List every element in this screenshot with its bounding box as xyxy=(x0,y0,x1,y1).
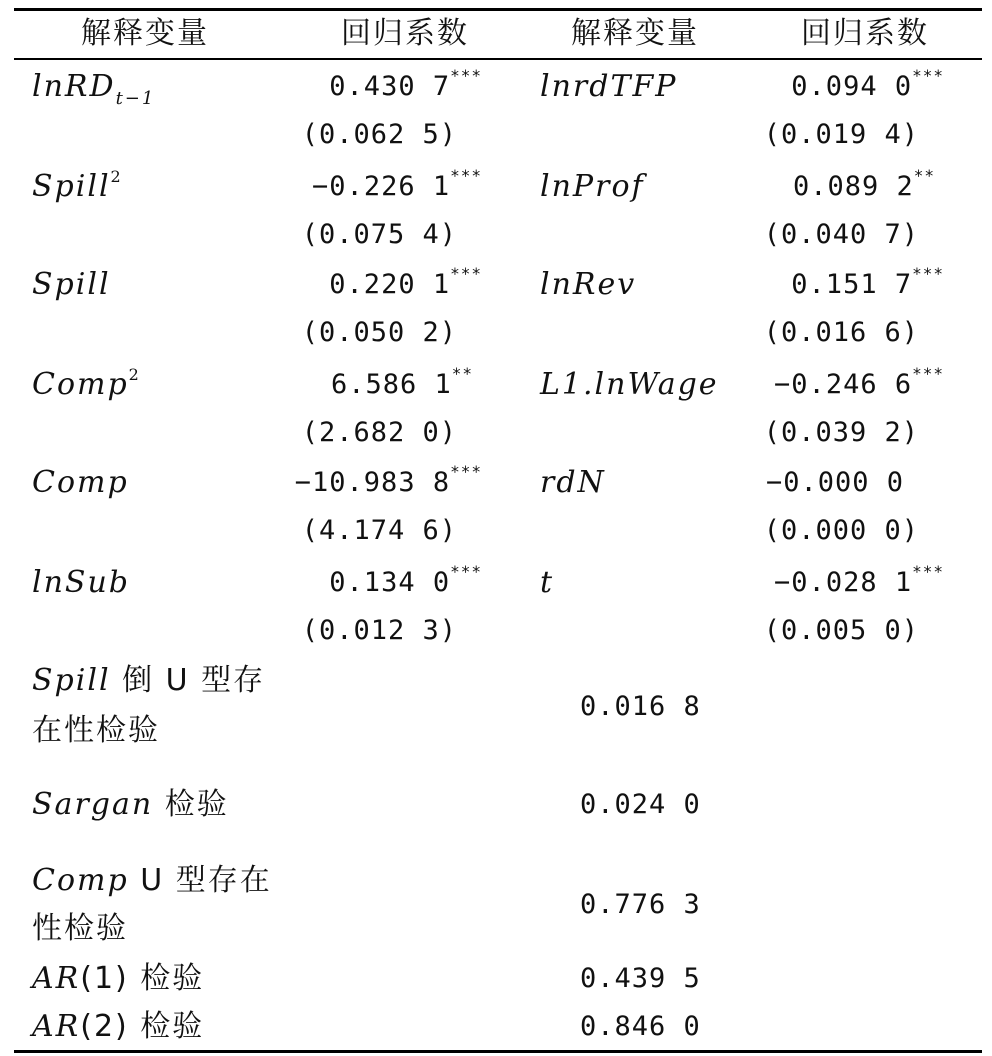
coef-lnrd: 0.430 7*** xyxy=(329,66,482,102)
var-lnrdtfp: lnrdTFP xyxy=(540,69,678,104)
se-spill-sq: (0.075 4) xyxy=(301,219,457,250)
var-t: t xyxy=(540,565,555,600)
test-sargan-value: 0.024 0 xyxy=(580,789,701,820)
se-comp: (4.174 6) xyxy=(301,515,457,546)
coef-t: −0.028 1*** xyxy=(774,562,944,598)
var-spill-sq: Spill$^2$ xyxy=(32,167,123,204)
se-lnrd: (0.062 5) xyxy=(301,119,457,150)
test-ar2-label: AR(2) 检验 xyxy=(32,1009,205,1044)
test-spill-value: 0.016 8 xyxy=(580,691,701,722)
test-comp-label-line2: 性检验 xyxy=(32,911,128,946)
var-lnrev: lnRev xyxy=(540,267,637,302)
header-col2: 回归系数 xyxy=(341,16,469,51)
test-comp-label: Comp U 型存在 xyxy=(32,863,272,898)
se-l1-lnwage: (0.039 2) xyxy=(763,417,919,448)
se-lnprof: (0.040 7) xyxy=(763,219,919,250)
top-rule xyxy=(14,8,982,11)
header-col3: 解释变量 xyxy=(571,16,699,51)
se-t: (0.005 0) xyxy=(763,615,919,646)
se-lnrev: (0.016 6) xyxy=(763,317,919,348)
test-ar1-label: AR(1) 检验 xyxy=(32,961,205,996)
coef-lnprof: 0.089 2** xyxy=(792,166,935,202)
coef-spill: 0.220 1*** xyxy=(329,264,482,300)
coef-lnsub: 0.134 0*** xyxy=(329,562,482,598)
bottom-rule xyxy=(14,1050,982,1053)
test-ar1-value: 0.439 5 xyxy=(580,963,701,994)
test-spill-label-line2: 在性检验 xyxy=(32,713,160,748)
header-col1: 解释变量 xyxy=(81,16,209,51)
var-lnsub: lnSub xyxy=(32,565,130,600)
coef-l1-lnwage: −0.246 6*** xyxy=(774,364,944,400)
test-spill-label: Spill 倒 U 型存 xyxy=(32,663,266,698)
var-comp: Comp xyxy=(32,465,129,500)
var-spill: Spill xyxy=(32,267,111,302)
var-lnprof: lnProf xyxy=(540,169,645,204)
header-rule xyxy=(14,58,982,60)
coef-comp-sq: 6.586 1** xyxy=(330,364,473,400)
se-rdn: (0.000 0) xyxy=(763,515,919,546)
coef-comp: −10.983 8*** xyxy=(294,462,482,498)
se-comp-sq: (2.682 0) xyxy=(301,417,457,448)
test-sargan-label: Sargan 检验 xyxy=(32,787,229,822)
var-rdn: rdN xyxy=(540,465,606,500)
coef-spill-sq: −0.226 1*** xyxy=(312,166,482,202)
coef-rdn: −0.000 0 xyxy=(765,467,904,498)
coef-lnrev: 0.151 7*** xyxy=(791,264,944,300)
se-lnrdtfp: (0.019 4) xyxy=(763,119,919,150)
var-comp-sq: Comp$^2$ xyxy=(32,365,141,402)
header-col4: 回归系数 xyxy=(801,16,929,51)
se-lnsub: (0.012 3) xyxy=(301,615,457,646)
test-comp-value: 0.776 3 xyxy=(580,889,701,920)
var-l1-lnwage: L1.lnWage xyxy=(540,367,719,402)
test-ar2-value: 0.846 0 xyxy=(580,1011,701,1042)
var-lnrd: lnRD$_{t-1}$ xyxy=(32,69,156,109)
coef-lnrdtfp: 0.094 0*** xyxy=(791,66,944,102)
se-spill: (0.050 2) xyxy=(301,317,457,348)
